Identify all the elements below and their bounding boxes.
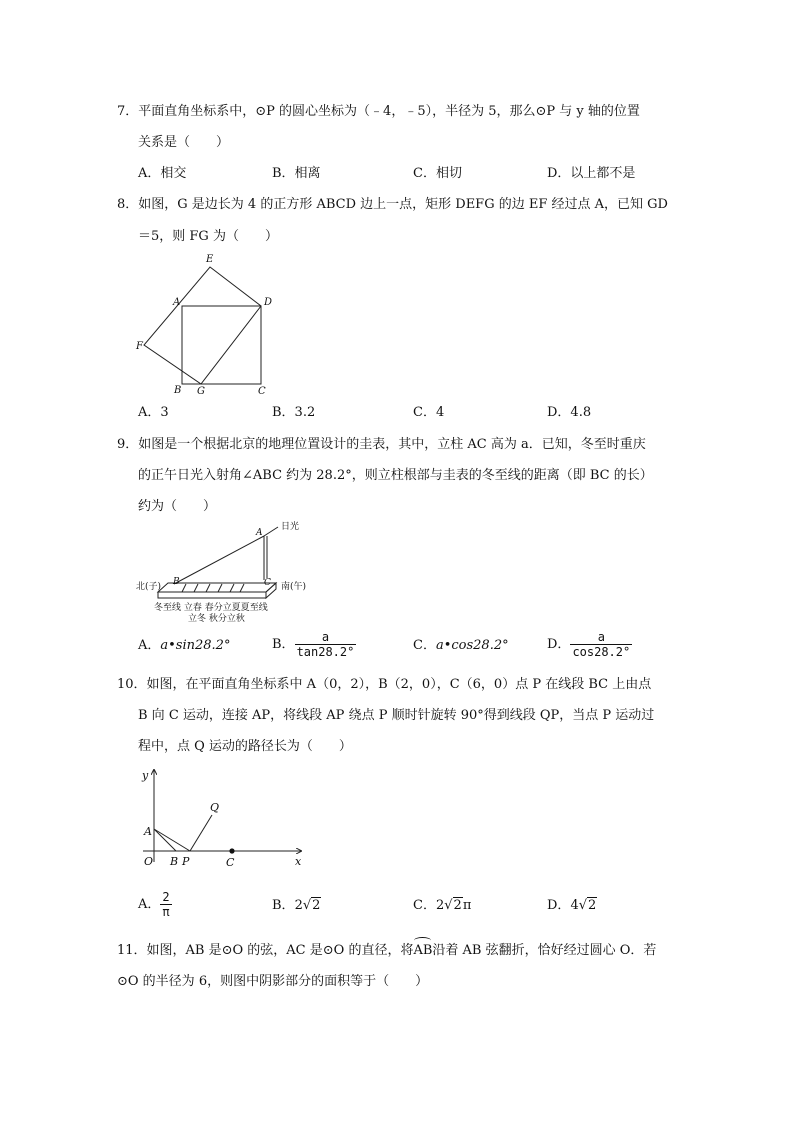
- q9-figure-gnomon: [136, 518, 316, 628]
- q9-option-b-fraction: [295, 630, 357, 659]
- q10-figure-coordinate: [138, 762, 308, 872]
- coefficient: 2: [435, 898, 445, 913]
- q9-option-a-text: a•sin28.2°: [160, 638, 231, 653]
- q8-option-d: D．4.8: [547, 405, 592, 420]
- label-c: C: [258, 386, 266, 397]
- solar-terms-row2: 立冬 秋分立秋: [188, 614, 245, 624]
- q9-option-d-label: D．: [547, 637, 571, 652]
- q9-option-d-fraction: [570, 630, 632, 659]
- coefficient: 2: [294, 898, 303, 913]
- q9-line1: 9．如图是一个根据北京的地理位置设计的圭表，其中，立柱 AC 高为 a．已知，冬至时重庆: [117, 437, 646, 452]
- label-b: B: [170, 855, 179, 868]
- q8-figure: [130, 250, 280, 400]
- label-a: A: [144, 825, 152, 838]
- sunlight-ray-ext: [264, 527, 278, 536]
- q9-line3: 约为（ ）: [138, 499, 217, 514]
- q8-line1: 8．如图，G 是边长为 4 的正方形 ABCD 边上一点，矩形 DEFG 的边 EF 经过点 A，已知 GD: [117, 197, 668, 212]
- q9-option-b: [272, 630, 356, 659]
- fraction-denominator: tan28.2°: [296, 645, 355, 659]
- radicand: 2: [453, 898, 462, 913]
- q11-line1: [117, 941, 656, 961]
- sunlight-ray: [174, 536, 264, 584]
- q10-option-b: B．2√2: [272, 898, 321, 913]
- q8-option-b: B．3.2: [272, 405, 316, 420]
- label-b: B: [174, 385, 182, 396]
- q9-option-a-label: A．: [138, 638, 161, 653]
- gnomon-front: [158, 592, 266, 598]
- segment-pq: [190, 815, 212, 851]
- solar-terms-row1: 冬至线 立春 春分立夏夏至线: [154, 603, 268, 613]
- label-p: P: [182, 855, 190, 868]
- label-y: y: [142, 769, 149, 782]
- label-d: D: [264, 297, 273, 308]
- label-e: E: [206, 254, 214, 265]
- q10-line1: 10．如图，在平面直角坐标系中 A（0，2），B（2，0），C（6，0）点 P 在线段 BC 上由点: [117, 677, 652, 692]
- fraction-numerator: 2: [162, 890, 170, 904]
- q8-option-a: A．3: [138, 405, 169, 420]
- point-c: [229, 848, 234, 853]
- north-label: 北(子): [136, 582, 162, 592]
- sunlight-label: 日光: [281, 522, 300, 532]
- q10-option-c-label: C．: [413, 898, 436, 913]
- radicand: 2: [312, 898, 321, 913]
- fraction-numerator: a: [321, 630, 330, 644]
- label-c: C: [226, 856, 235, 869]
- q7-option-d: D．以上都不是: [547, 166, 636, 181]
- q7-option-c: C．相切: [413, 166, 462, 181]
- q7-option-a: A．相交: [138, 166, 187, 181]
- label-c: C: [264, 578, 271, 588]
- q10-line2: B 向 C 运动，连接 AP，将线段 AP 绕点 P 顺时针旋转 90°得到线段 QP，当点 P 运动过: [138, 708, 655, 723]
- q8-option-c: C．4: [413, 405, 445, 420]
- fraction-numerator: a: [597, 630, 605, 644]
- q9-option-b-label: B．: [272, 637, 295, 652]
- q9-option-c-text: a•cos28.2°: [435, 638, 509, 653]
- arc-ab: AB: [413, 941, 432, 961]
- label-b: B: [173, 577, 180, 587]
- q9-option-c-label: C．: [413, 638, 436, 653]
- q10-line3: 程中，点 Q 运动的路径长为（ ）: [138, 739, 352, 754]
- square-abcd: [182, 306, 261, 384]
- label-g: G: [197, 386, 205, 397]
- coefficient: 4: [570, 898, 579, 913]
- south-label: 南(午): [281, 582, 307, 592]
- label-q: Q: [210, 801, 220, 814]
- q10-option-d: D．4√2: [547, 898, 597, 913]
- q7-line1: 7．平面直角坐标系中，⊙P 的圆心坐标为（﹣4，﹣5），半径为 5，那么⊙P 与 y 轴的位置: [117, 104, 640, 119]
- fraction-denominator: cos28.2°: [572, 645, 631, 659]
- label-x: x: [295, 855, 302, 868]
- label-a: A: [173, 297, 181, 308]
- label-a: A: [256, 528, 263, 538]
- q10-option-a-fraction: [160, 890, 171, 919]
- q10-option-c: C．2√2π: [413, 898, 472, 913]
- q9-option-a: [138, 636, 230, 656]
- radicand: 2: [588, 898, 597, 913]
- suffix: π: [462, 898, 472, 913]
- q7-line2: 关系是（ ）: [138, 135, 230, 150]
- rectangle-defg: [144, 267, 261, 384]
- label-o: O: [144, 855, 154, 868]
- q10-option-b-label: B．: [272, 898, 295, 913]
- q10-option-a: [138, 890, 172, 919]
- q10-option-a-label: A．: [138, 897, 161, 912]
- q9-option-d: [547, 630, 632, 659]
- q9-line2: 的正午日光入射角∠ABC 约为 28.2°，则立柱根部与圭表的冬至线的距离（即 BC 的长）: [138, 468, 653, 483]
- q10-option-d-label: D．: [547, 898, 571, 913]
- q11-line1-part1: 11．如图，AB 是⊙O 的弦，AC 是⊙O 的直径，将: [117, 943, 414, 958]
- q11-line1-part2: 沿着 AB 弦翻折，恰好经过圆心 O．若: [432, 943, 657, 958]
- q11-line2: ⊙O 的半径为 6，则图中阴影部分的面积等于（ ）: [117, 974, 429, 989]
- q7-option-b: B．相离: [272, 166, 321, 181]
- label-f: F: [136, 341, 143, 352]
- q8-line2: ＝5，则 FG 为（ ）: [138, 229, 278, 244]
- fraction-denominator: π: [162, 905, 170, 919]
- q9-option-c: [413, 636, 509, 656]
